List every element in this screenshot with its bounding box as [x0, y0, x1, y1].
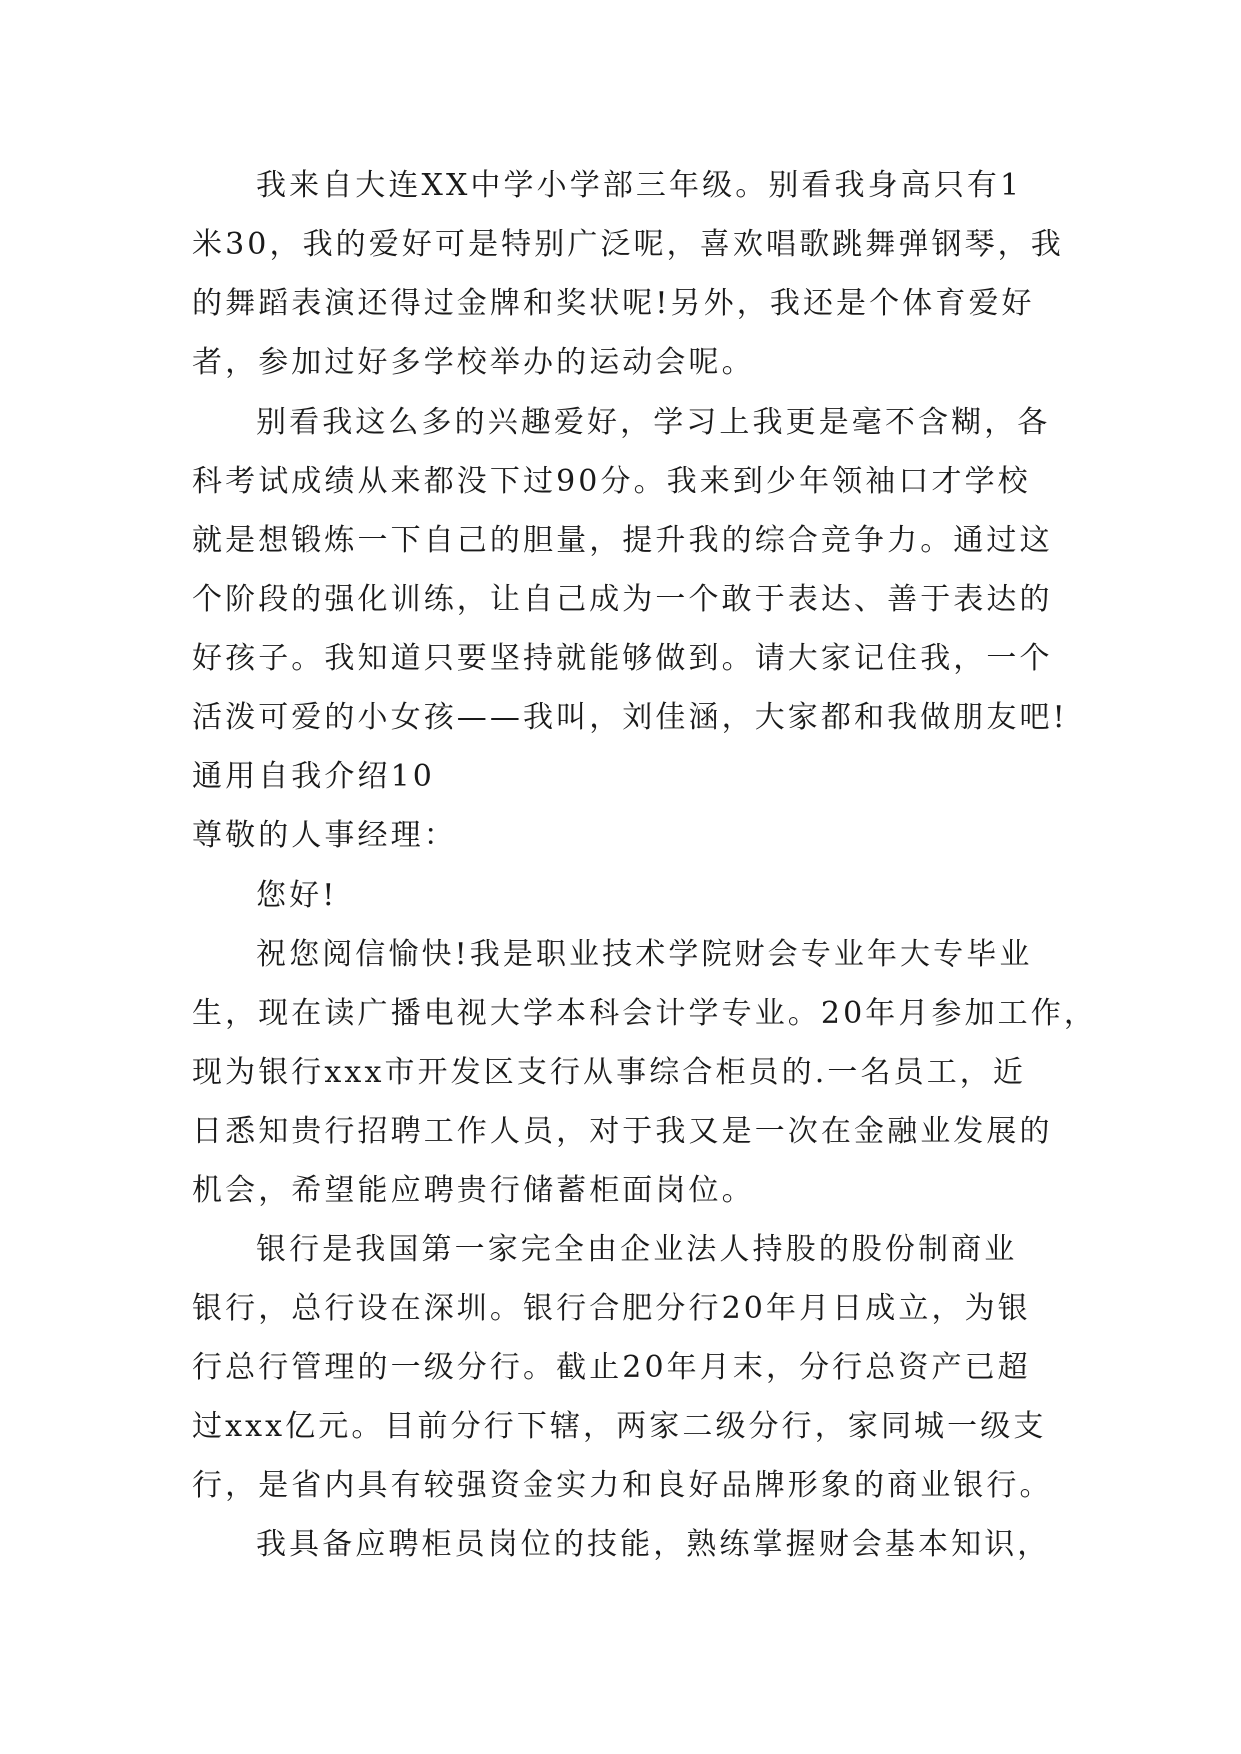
salutation: 尊敬的人事经理： [192, 818, 457, 853]
text-line: 者，参加过好多学校举办的运动会呢。 [192, 345, 755, 380]
text-line: 我来自大连XX中学小学部三年级。别看我身高只有1 [256, 168, 1023, 203]
greeting: 您好! [256, 878, 338, 913]
text-line: 银行是我国第一家完全由企业法人持股的股份制商业 [256, 1232, 1018, 1267]
text-line: 的舞蹈表演还得过金牌和奖状呢!另外，我还是个体育爱好 [192, 286, 1035, 321]
text-line: 行总行管理的一级分行。截止20年月末，分行总资产已超 [192, 1350, 1031, 1385]
text-line: 生，现在读广播电视大学本科会计学专业。20年月参加工作， [192, 996, 1097, 1031]
text-line: 科考试成绩从来都没下过90分。我来到少年领袖口才学校 [192, 464, 1031, 499]
section-heading: 通用自我介绍10 [192, 759, 435, 794]
text-line: 机会，希望能应聘贵行储蓄柜面岗位。 [192, 1173, 755, 1208]
text-line: 行，是省内具有较强资金实力和良好品牌形象的商业银行。 [192, 1468, 1053, 1503]
text-line: 我具备应聘柜员岗位的技能，熟练掌握财会基本知识， [256, 1527, 1051, 1562]
text-line: 个阶段的强化训练，让自己成为一个敢于表达、善于表达的 [192, 582, 1053, 617]
text-line: 银行，总行设在深圳。银行合肥分行20年月日成立，为银 [192, 1291, 1031, 1326]
text-line: 现为银行xxx市开发区支行从事综合柜员的.一名员工，近 [192, 1055, 1026, 1090]
text-line: 米30，我的爱好可是特别广泛呢，喜欢唱歌跳舞弹钢琴，我 [192, 227, 1064, 262]
text-line: 祝您阅信愉快!我是职业技术学院财会专业年大专毕业 [256, 937, 1033, 972]
text-line: 好孩子。我知道只要坚持就能够做到。请大家记住我，一个 [192, 641, 1053, 676]
text-line: 就是想锻炼一下自己的胆量，提升我的综合竞争力。通过这 [192, 523, 1053, 558]
text-line: 日悉知贵行招聘工作人员，对于我又是一次在金融业发展的 [192, 1114, 1053, 1149]
text-line: 活泼可爱的小女孩——我叫，刘佳涵，大家都和我做朋友吧! [192, 700, 1068, 735]
text-line: 别看我这么多的兴趣爱好，学习上我更是毫不含糊，各 [256, 405, 1051, 440]
text-line: 过xxx亿元。目前分行下辖，两家二级分行，家同城一级支 [192, 1409, 1047, 1444]
